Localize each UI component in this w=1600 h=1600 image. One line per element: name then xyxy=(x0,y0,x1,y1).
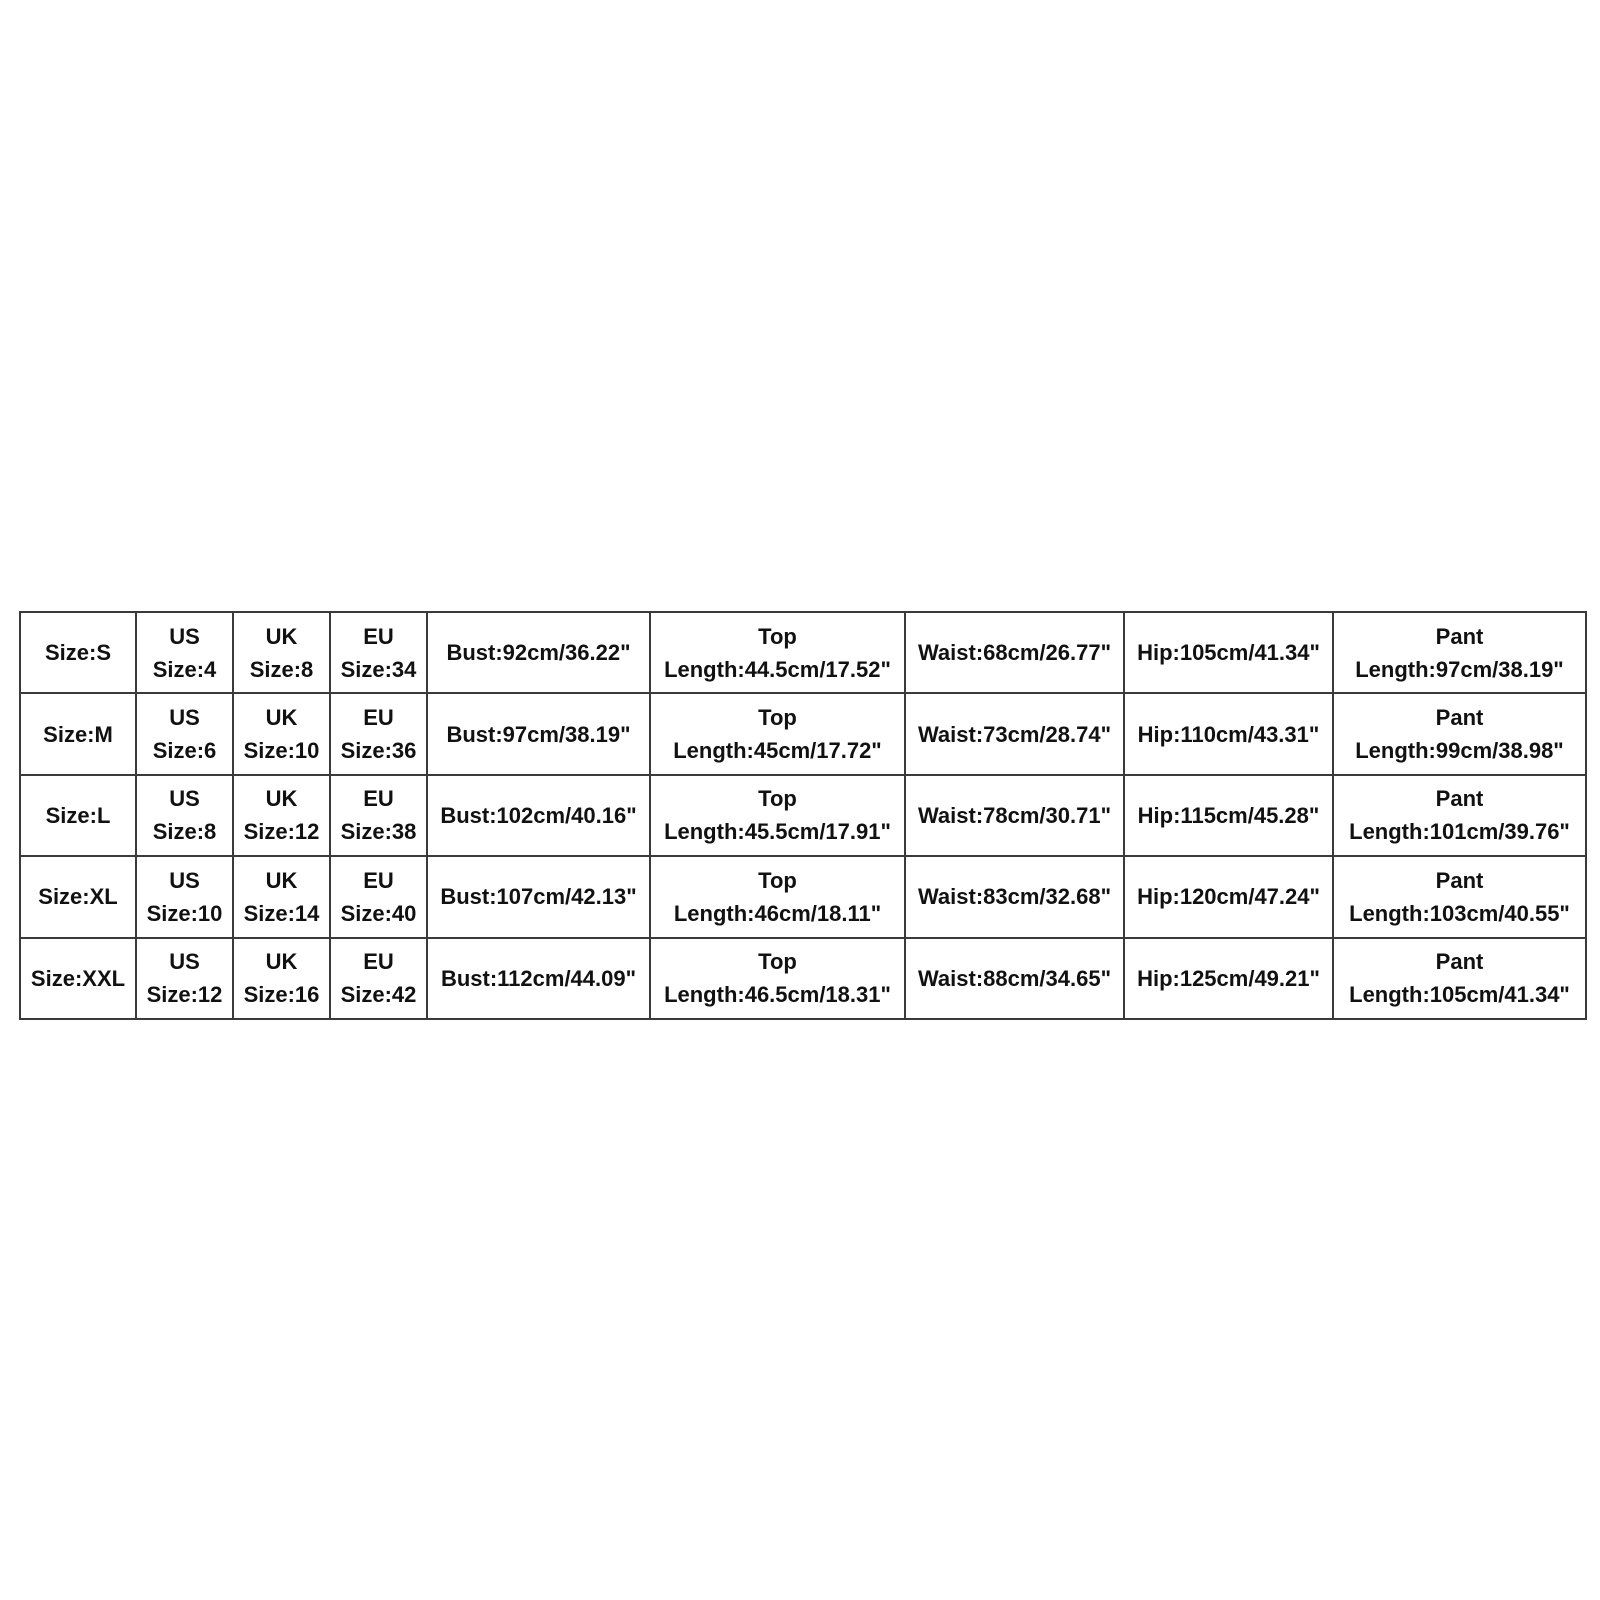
size-cell: Size:S xyxy=(20,612,136,693)
hip-cell: Hip:120cm/47.24" xyxy=(1124,856,1333,937)
waist-cell: Waist:68cm/26.77" xyxy=(905,612,1124,693)
us-size-cell: US Size:4 xyxy=(136,612,233,693)
top-length-cell: Top Length:44.5cm/17.52" xyxy=(650,612,905,693)
uk-size-cell: UK Size:16 xyxy=(233,938,330,1019)
size-cell: Size:XL xyxy=(20,856,136,937)
table-row xyxy=(20,775,1586,856)
table-row xyxy=(20,693,1586,774)
eu-size-cell: EU Size:34 xyxy=(330,612,427,693)
eu-size-cell: EU Size:42 xyxy=(330,938,427,1019)
hip-cell: Hip:115cm/45.28" xyxy=(1124,775,1333,856)
eu-size-cell: EU Size:40 xyxy=(330,856,427,937)
size-cell: Size:L xyxy=(20,775,136,856)
uk-size-cell: UK Size:12 xyxy=(233,775,330,856)
pant-length-cell: Pant Length:103cm/40.55" xyxy=(1333,856,1586,937)
hip-cell: Hip:125cm/49.21" xyxy=(1124,938,1333,1019)
waist-cell: Waist:73cm/28.74" xyxy=(905,693,1124,774)
bust-cell: Bust:92cm/36.22" xyxy=(427,612,650,693)
table-row xyxy=(20,612,1586,693)
hip-cell: Hip:105cm/41.34" xyxy=(1124,612,1333,693)
uk-size-cell: UK Size:10 xyxy=(233,693,330,774)
top-length-cell: Top Length:46cm/18.11" xyxy=(650,856,905,937)
pant-length-cell: Pant Length:97cm/38.19" xyxy=(1333,612,1586,693)
table-row xyxy=(20,856,1586,937)
size-chart-table xyxy=(19,611,1587,1020)
us-size-cell: US Size:10 xyxy=(136,856,233,937)
table-row xyxy=(20,938,1586,1019)
waist-cell: Waist:78cm/30.71" xyxy=(905,775,1124,856)
bust-cell: Bust:107cm/42.13" xyxy=(427,856,650,937)
pant-length-cell: Pant Length:99cm/38.98" xyxy=(1333,693,1586,774)
pant-length-cell: Pant Length:105cm/41.34" xyxy=(1333,938,1586,1019)
bust-cell: Bust:102cm/40.16" xyxy=(427,775,650,856)
size-cell: Size:M xyxy=(20,693,136,774)
top-length-cell: Top Length:45cm/17.72" xyxy=(650,693,905,774)
top-length-cell: Top Length:45.5cm/17.91" xyxy=(650,775,905,856)
us-size-cell: US Size:6 xyxy=(136,693,233,774)
waist-cell: Waist:83cm/32.68" xyxy=(905,856,1124,937)
eu-size-cell: EU Size:36 xyxy=(330,693,427,774)
hip-cell: Hip:110cm/43.31" xyxy=(1124,693,1333,774)
uk-size-cell: UK Size:14 xyxy=(233,856,330,937)
us-size-cell: US Size:12 xyxy=(136,938,233,1019)
pant-length-cell: Pant Length:101cm/39.76" xyxy=(1333,775,1586,856)
uk-size-cell: UK Size:8 xyxy=(233,612,330,693)
top-length-cell: Top Length:46.5cm/18.31" xyxy=(650,938,905,1019)
eu-size-cell: EU Size:38 xyxy=(330,775,427,856)
bust-cell: Bust:112cm/44.09" xyxy=(427,938,650,1019)
bust-cell: Bust:97cm/38.19" xyxy=(427,693,650,774)
size-cell: Size:XXL xyxy=(20,938,136,1019)
us-size-cell: US Size:8 xyxy=(136,775,233,856)
waist-cell: Waist:88cm/34.65" xyxy=(905,938,1124,1019)
